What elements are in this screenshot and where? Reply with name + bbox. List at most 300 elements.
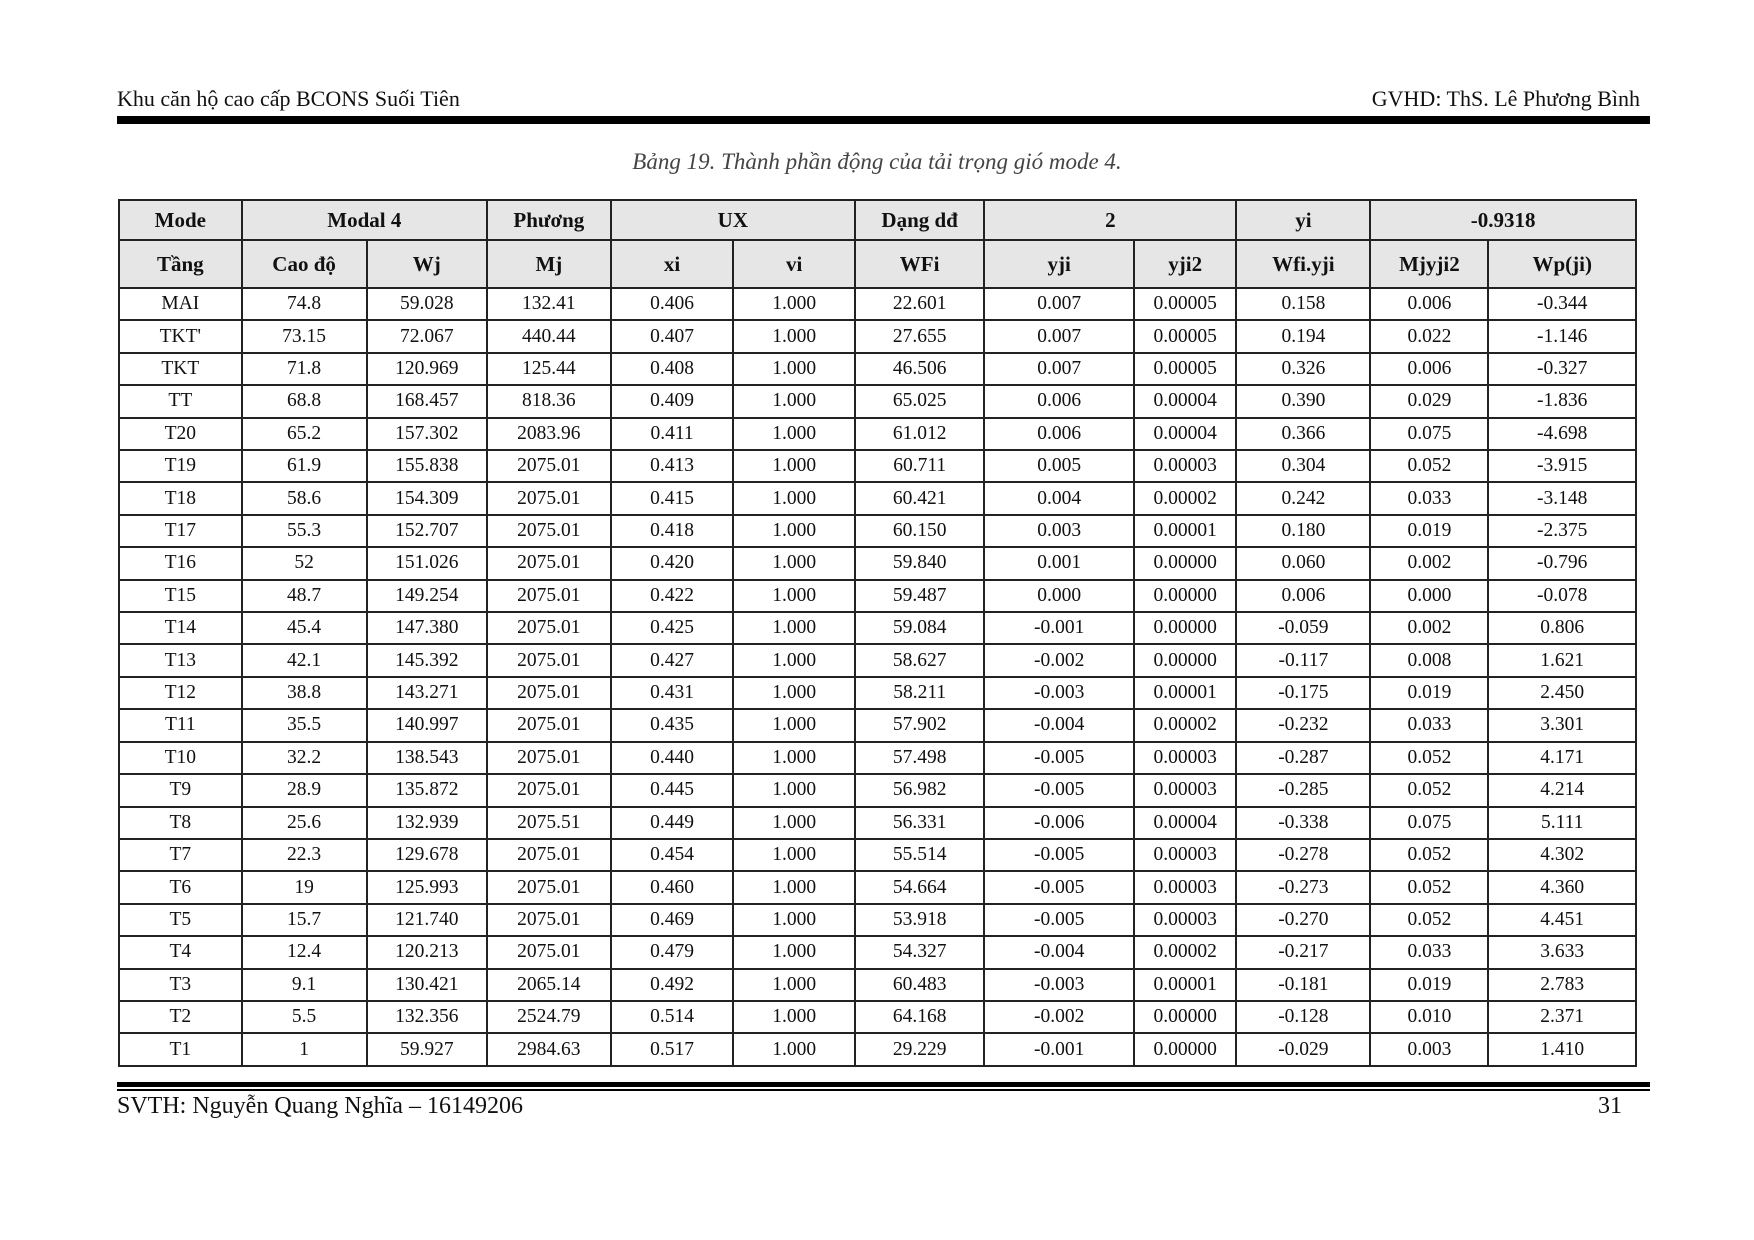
table-cell: 0.006 bbox=[1370, 288, 1488, 320]
table-cell: 56.331 bbox=[855, 807, 984, 839]
table-cell: 42.1 bbox=[242, 644, 367, 676]
table-cell: -0.175 bbox=[1236, 677, 1370, 709]
table-cell: T14 bbox=[119, 612, 242, 644]
table-cell: 0.006 bbox=[984, 418, 1134, 450]
table-cell: 1.000 bbox=[733, 353, 855, 385]
column-header: Mjyji2 bbox=[1370, 240, 1488, 288]
table-cell: 0.00005 bbox=[1134, 288, 1236, 320]
table-cell: 0.000 bbox=[984, 580, 1134, 612]
table-cell: 57.902 bbox=[855, 709, 984, 741]
table-cell: 0.00003 bbox=[1134, 839, 1236, 871]
table-cell: TKT bbox=[119, 353, 242, 385]
table-cell: 2984.63 bbox=[487, 1033, 611, 1066]
table-cell: 25.6 bbox=[242, 807, 367, 839]
table-cell: 0.052 bbox=[1370, 839, 1488, 871]
table-row bbox=[119, 450, 1636, 482]
table-cell: 60.483 bbox=[855, 969, 984, 1001]
table-cell: T15 bbox=[119, 580, 242, 612]
table-cell: 0.008 bbox=[1370, 644, 1488, 676]
table-cell: 0.242 bbox=[1236, 482, 1370, 514]
table-row bbox=[119, 904, 1636, 936]
table-cell: 132.939 bbox=[367, 807, 487, 839]
table-cell: 132.356 bbox=[367, 1001, 487, 1033]
table-cell: 0.004 bbox=[984, 482, 1134, 514]
table-cell: 55.3 bbox=[242, 515, 367, 547]
page-footer bbox=[117, 1093, 1622, 1125]
table-cell: 0.00003 bbox=[1134, 904, 1236, 936]
table-cell: 0.075 bbox=[1370, 418, 1488, 450]
table-cell: 2075.01 bbox=[487, 936, 611, 968]
table-cell: 68.8 bbox=[242, 385, 367, 417]
header-cell: UX bbox=[611, 200, 855, 240]
table-cell: 53.918 bbox=[855, 904, 984, 936]
table-row bbox=[119, 482, 1636, 514]
header-row-1 bbox=[119, 200, 1636, 240]
table-cell: 0.00003 bbox=[1134, 774, 1236, 806]
column-header: Wp(ji) bbox=[1488, 240, 1636, 288]
footer-rule-thick bbox=[117, 1082, 1650, 1087]
table-row bbox=[119, 353, 1636, 385]
table-cell: 0.408 bbox=[611, 353, 734, 385]
table-cell: 125.993 bbox=[367, 871, 487, 903]
table-cell: 0.454 bbox=[611, 839, 734, 871]
table-cell: 2075.01 bbox=[487, 709, 611, 741]
table-cell: 0.00005 bbox=[1134, 320, 1236, 352]
table-cell: 0.304 bbox=[1236, 450, 1370, 482]
table-cell: -0.278 bbox=[1236, 839, 1370, 871]
table-caption: Bảng 19. Thành phần động của tải trọng gió mode 4. bbox=[632, 149, 1122, 174]
table-row bbox=[119, 936, 1636, 968]
table-cell: -0.005 bbox=[984, 742, 1134, 774]
table-cell: 120.969 bbox=[367, 353, 487, 385]
column-header: Cao độ bbox=[242, 240, 367, 288]
table-cell: 59.084 bbox=[855, 612, 984, 644]
table-cell: 0.033 bbox=[1370, 936, 1488, 968]
table-row bbox=[119, 1001, 1636, 1033]
table-row bbox=[119, 612, 1636, 644]
table-cell: 2075.01 bbox=[487, 580, 611, 612]
table-cell: 0.180 bbox=[1236, 515, 1370, 547]
table-cell: 440.44 bbox=[487, 320, 611, 352]
table-cell: 54.664 bbox=[855, 871, 984, 903]
table-cell: 0.407 bbox=[611, 320, 734, 352]
table-cell: 0.409 bbox=[611, 385, 734, 417]
table-cell: 0.420 bbox=[611, 547, 734, 579]
table-cell: 19 bbox=[242, 871, 367, 903]
table-cell: 130.421 bbox=[367, 969, 487, 1001]
table-cell: 72.067 bbox=[367, 320, 487, 352]
table-cell: 149.254 bbox=[367, 580, 487, 612]
table-cell: T18 bbox=[119, 482, 242, 514]
table-cell: 0.052 bbox=[1370, 742, 1488, 774]
table-cell: -0.001 bbox=[984, 1033, 1134, 1066]
table-cell: 0.435 bbox=[611, 709, 734, 741]
table-cell: 157.302 bbox=[367, 418, 487, 450]
wind-load-table bbox=[118, 199, 1637, 1067]
table-cell: 0.00000 bbox=[1134, 547, 1236, 579]
header-cell: Dạng dđ bbox=[855, 200, 984, 240]
table-cell: -0.003 bbox=[984, 969, 1134, 1001]
table-cell: 59.487 bbox=[855, 580, 984, 612]
table-cell: 71.8 bbox=[242, 353, 367, 385]
table-cell: 2065.14 bbox=[487, 969, 611, 1001]
table-cell: 1.000 bbox=[733, 418, 855, 450]
table-cell: 60.711 bbox=[855, 450, 984, 482]
table-cell: 65.2 bbox=[242, 418, 367, 450]
table-cell: 61.012 bbox=[855, 418, 984, 450]
table-cell: -3.915 bbox=[1488, 450, 1636, 482]
table-cell: -0.232 bbox=[1236, 709, 1370, 741]
table-cell: 0.517 bbox=[611, 1033, 734, 1066]
table-cell: 0.413 bbox=[611, 450, 734, 482]
table-cell: -3.148 bbox=[1488, 482, 1636, 514]
table-cell: 1.410 bbox=[1488, 1033, 1636, 1066]
table-cell: -4.698 bbox=[1488, 418, 1636, 450]
table-cell: 145.392 bbox=[367, 644, 487, 676]
table-cell: T7 bbox=[119, 839, 242, 871]
table-cell: 1.000 bbox=[733, 450, 855, 482]
table-cell: 1.621 bbox=[1488, 644, 1636, 676]
table-row bbox=[119, 385, 1636, 417]
table-cell: 2083.96 bbox=[487, 418, 611, 450]
table-cell: 1.000 bbox=[733, 839, 855, 871]
table-cell: 0.006 bbox=[984, 385, 1134, 417]
table-cell: 168.457 bbox=[367, 385, 487, 417]
table-cell: 60.421 bbox=[855, 482, 984, 514]
header-cell: -0.9318 bbox=[1370, 200, 1636, 240]
table-cell: 61.9 bbox=[242, 450, 367, 482]
table-cell: 2075.01 bbox=[487, 644, 611, 676]
table-cell: 2075.01 bbox=[487, 450, 611, 482]
table-cell: 0.002 bbox=[1370, 612, 1488, 644]
table-cell: 0.006 bbox=[1236, 580, 1370, 612]
table-cell: T16 bbox=[119, 547, 242, 579]
column-header: Tầng bbox=[119, 240, 242, 288]
table-cell: 1.000 bbox=[733, 807, 855, 839]
table-cell: 0.158 bbox=[1236, 288, 1370, 320]
table-cell: 0.005 bbox=[984, 450, 1134, 482]
table-cell: 818.36 bbox=[487, 385, 611, 417]
table-cell: 0.052 bbox=[1370, 774, 1488, 806]
table-cell: -0.344 bbox=[1488, 288, 1636, 320]
table-cell: 0.418 bbox=[611, 515, 734, 547]
table-cell: 0.00000 bbox=[1134, 1033, 1236, 1066]
table-cell: 5.5 bbox=[242, 1001, 367, 1033]
table-cell: 121.740 bbox=[367, 904, 487, 936]
table-cell: 0.366 bbox=[1236, 418, 1370, 450]
header-cell: Modal 4 bbox=[242, 200, 487, 240]
table-cell: 0.033 bbox=[1370, 709, 1488, 741]
table-cell: 2075.51 bbox=[487, 807, 611, 839]
table-cell: -0.287 bbox=[1236, 742, 1370, 774]
table-cell: T17 bbox=[119, 515, 242, 547]
table-cell: 1.000 bbox=[733, 515, 855, 547]
table-cell: T5 bbox=[119, 904, 242, 936]
table-cell: 38.8 bbox=[242, 677, 367, 709]
table-cell: 143.271 bbox=[367, 677, 487, 709]
table-cell: 0.000 bbox=[1370, 580, 1488, 612]
table-cell: 151.026 bbox=[367, 547, 487, 579]
table-row bbox=[119, 709, 1636, 741]
table-cell: 2075.01 bbox=[487, 839, 611, 871]
table-row bbox=[119, 288, 1636, 320]
table-cell: -0.004 bbox=[984, 936, 1134, 968]
table-cell: 0.449 bbox=[611, 807, 734, 839]
table-cell: 0.00004 bbox=[1134, 807, 1236, 839]
table-cell: 1.000 bbox=[733, 904, 855, 936]
table-body bbox=[119, 288, 1636, 1066]
header-row-2 bbox=[119, 240, 1636, 288]
table-cell: 0.001 bbox=[984, 547, 1134, 579]
table-cell: 0.019 bbox=[1370, 515, 1488, 547]
table-cell: 0.00001 bbox=[1134, 969, 1236, 1001]
table-cell: 0.806 bbox=[1488, 612, 1636, 644]
table-cell: 46.506 bbox=[855, 353, 984, 385]
table-cell: 12.4 bbox=[242, 936, 367, 968]
table-cell: -0.002 bbox=[984, 1001, 1134, 1033]
table-cell: 2075.01 bbox=[487, 515, 611, 547]
table-cell: 155.838 bbox=[367, 450, 487, 482]
table-cell: 2.783 bbox=[1488, 969, 1636, 1001]
table-cell: 58.627 bbox=[855, 644, 984, 676]
table-cell: 2075.01 bbox=[487, 677, 611, 709]
table-cell: 1.000 bbox=[733, 1001, 855, 1033]
table-cell: 0.492 bbox=[611, 969, 734, 1001]
column-header: vi bbox=[733, 240, 855, 288]
table-cell: 1.000 bbox=[733, 612, 855, 644]
table-cell: T19 bbox=[119, 450, 242, 482]
table-cell: T20 bbox=[119, 418, 242, 450]
table-cell: 58.6 bbox=[242, 482, 367, 514]
table-cell: 2075.01 bbox=[487, 547, 611, 579]
table-cell: 0.052 bbox=[1370, 450, 1488, 482]
table-cell: 0.00003 bbox=[1134, 742, 1236, 774]
table-cell: 60.150 bbox=[855, 515, 984, 547]
table-cell: T9 bbox=[119, 774, 242, 806]
table-cell: 59.927 bbox=[367, 1033, 487, 1066]
table-cell: 0.326 bbox=[1236, 353, 1370, 385]
table-cell: 0.00000 bbox=[1134, 612, 1236, 644]
table-cell: 0.00003 bbox=[1134, 871, 1236, 903]
table-cell: 120.213 bbox=[367, 936, 487, 968]
table-cell: MAI bbox=[119, 288, 242, 320]
table-cell: 27.655 bbox=[855, 320, 984, 352]
table-cell: 1.000 bbox=[733, 644, 855, 676]
table-cell: -0.059 bbox=[1236, 612, 1370, 644]
table-cell: -0.005 bbox=[984, 839, 1134, 871]
table-cell: 3.301 bbox=[1488, 709, 1636, 741]
table-cell: 132.41 bbox=[487, 288, 611, 320]
table-cell: TT bbox=[119, 385, 242, 417]
table-cell: 147.380 bbox=[367, 612, 487, 644]
table-row bbox=[119, 418, 1636, 450]
table-cell: T4 bbox=[119, 936, 242, 968]
column-header: yji bbox=[984, 240, 1134, 288]
table-cell: 59.028 bbox=[367, 288, 487, 320]
table-cell: 28.9 bbox=[242, 774, 367, 806]
table-cell: 138.543 bbox=[367, 742, 487, 774]
table-cell: 57.498 bbox=[855, 742, 984, 774]
table-cell: 0.007 bbox=[984, 353, 1134, 385]
table-cell: 55.514 bbox=[855, 839, 984, 871]
table-cell: 56.982 bbox=[855, 774, 984, 806]
table-row bbox=[119, 839, 1636, 871]
table-cell: 0.427 bbox=[611, 644, 734, 676]
table-cell: 0.514 bbox=[611, 1001, 734, 1033]
table-cell: 58.211 bbox=[855, 677, 984, 709]
table-cell: 1.000 bbox=[733, 580, 855, 612]
table-cell: T3 bbox=[119, 969, 242, 1001]
table-cell: 3.633 bbox=[1488, 936, 1636, 968]
table-cell: 4.171 bbox=[1488, 742, 1636, 774]
table-cell: -0.128 bbox=[1236, 1001, 1370, 1033]
table-cell: 5.111 bbox=[1488, 807, 1636, 839]
table-cell: -0.217 bbox=[1236, 936, 1370, 968]
table-cell: 15.7 bbox=[242, 904, 367, 936]
table-cell: 2075.01 bbox=[487, 482, 611, 514]
table-cell: 0.194 bbox=[1236, 320, 1370, 352]
page-number: 31 bbox=[1598, 1093, 1622, 1119]
table-cell: 0.007 bbox=[984, 288, 1134, 320]
table-cell: 2.371 bbox=[1488, 1001, 1636, 1033]
table-cell: 2524.79 bbox=[487, 1001, 611, 1033]
table-cell: -0.270 bbox=[1236, 904, 1370, 936]
table-cell: 0.002 bbox=[1370, 547, 1488, 579]
table-cell: 0.00003 bbox=[1134, 450, 1236, 482]
column-header: Wfi.yji bbox=[1236, 240, 1370, 288]
table-cell: 1.000 bbox=[733, 677, 855, 709]
table-cell: 0.440 bbox=[611, 742, 734, 774]
table-cell: 135.872 bbox=[367, 774, 487, 806]
table-cell: 0.029 bbox=[1370, 385, 1488, 417]
table-cell: 0.019 bbox=[1370, 677, 1488, 709]
table-cell: 154.309 bbox=[367, 482, 487, 514]
table-cell: -0.338 bbox=[1236, 807, 1370, 839]
table-cell: 0.00000 bbox=[1134, 644, 1236, 676]
table-cell: 0.00000 bbox=[1134, 1001, 1236, 1033]
table-cell: 2075.01 bbox=[487, 871, 611, 903]
table-cell: 0.415 bbox=[611, 482, 734, 514]
table-cell: -0.029 bbox=[1236, 1033, 1370, 1066]
table-cell: 2075.01 bbox=[487, 774, 611, 806]
table-cell: -0.005 bbox=[984, 904, 1134, 936]
table-cell: 0.00000 bbox=[1134, 580, 1236, 612]
table-cell: 0.022 bbox=[1370, 320, 1488, 352]
page-header bbox=[117, 86, 1640, 116]
table-cell: -0.006 bbox=[984, 807, 1134, 839]
column-header: WFi bbox=[855, 240, 984, 288]
table-cell: 22.601 bbox=[855, 288, 984, 320]
table-cell: 0.460 bbox=[611, 871, 734, 903]
header-cell: yi bbox=[1236, 200, 1370, 240]
header-cell: 2 bbox=[984, 200, 1236, 240]
table-cell: T8 bbox=[119, 807, 242, 839]
table-cell: 1.000 bbox=[733, 1033, 855, 1066]
table-row bbox=[119, 320, 1636, 352]
table-row bbox=[119, 871, 1636, 903]
table-cell: 2075.01 bbox=[487, 742, 611, 774]
table-cell: 129.678 bbox=[367, 839, 487, 871]
table-cell: 140.997 bbox=[367, 709, 487, 741]
table-cell: 2075.01 bbox=[487, 612, 611, 644]
table-cell: 0.469 bbox=[611, 904, 734, 936]
table-cell: 0.00001 bbox=[1134, 515, 1236, 547]
table-cell: 152.707 bbox=[367, 515, 487, 547]
table-cell: TKT' bbox=[119, 320, 242, 352]
table-cell: 0.00004 bbox=[1134, 418, 1236, 450]
table-cell: 0.052 bbox=[1370, 904, 1488, 936]
table-cell: -0.005 bbox=[984, 774, 1134, 806]
column-header: Mj bbox=[487, 240, 611, 288]
table-cell: -1.836 bbox=[1488, 385, 1636, 417]
table-cell: -0.181 bbox=[1236, 969, 1370, 1001]
student-name: SVTH: Nguyễn Quang Nghĩa – 16149206 bbox=[117, 1093, 523, 1119]
table-cell: 0.406 bbox=[611, 288, 734, 320]
table-cell: -0.003 bbox=[984, 677, 1134, 709]
table-cell: 0.425 bbox=[611, 612, 734, 644]
table-row bbox=[119, 580, 1636, 612]
table-cell: -0.001 bbox=[984, 612, 1134, 644]
table-cell: 48.7 bbox=[242, 580, 367, 612]
table-cell: 32.2 bbox=[242, 742, 367, 774]
table-row bbox=[119, 742, 1636, 774]
table-cell: 0.00001 bbox=[1134, 677, 1236, 709]
table-cell: -0.117 bbox=[1236, 644, 1370, 676]
table-cell: 9.1 bbox=[242, 969, 367, 1001]
table-row bbox=[119, 1033, 1636, 1066]
table-cell: 59.840 bbox=[855, 547, 984, 579]
table-cell: 0.445 bbox=[611, 774, 734, 806]
table-cell: 2.450 bbox=[1488, 677, 1636, 709]
table-cell: 74.8 bbox=[242, 288, 367, 320]
table-cell: 4.360 bbox=[1488, 871, 1636, 903]
table-cell: 64.168 bbox=[855, 1001, 984, 1033]
table-cell: 1.000 bbox=[733, 936, 855, 968]
table-row bbox=[119, 644, 1636, 676]
table-cell: -0.005 bbox=[984, 871, 1134, 903]
table-cell: 1.000 bbox=[733, 320, 855, 352]
column-header: xi bbox=[611, 240, 734, 288]
table-cell: -0.327 bbox=[1488, 353, 1636, 385]
table-row bbox=[119, 547, 1636, 579]
project-title: Khu căn hộ cao cấp BCONS Suối Tiên bbox=[117, 86, 460, 111]
table-cell: 0.411 bbox=[611, 418, 734, 450]
table-cell: 0.010 bbox=[1370, 1001, 1488, 1033]
table-cell: 1.000 bbox=[733, 871, 855, 903]
table-cell: -0.285 bbox=[1236, 774, 1370, 806]
table-cell: -0.004 bbox=[984, 709, 1134, 741]
table-cell: 22.3 bbox=[242, 839, 367, 871]
table-cell: -0.273 bbox=[1236, 871, 1370, 903]
table-cell: 0.00005 bbox=[1134, 353, 1236, 385]
table-cell: 35.5 bbox=[242, 709, 367, 741]
table-row bbox=[119, 515, 1636, 547]
table-cell: 45.4 bbox=[242, 612, 367, 644]
table-cell: 4.214 bbox=[1488, 774, 1636, 806]
table-cell: 1.000 bbox=[733, 385, 855, 417]
table-cell: 0.00002 bbox=[1134, 709, 1236, 741]
table-cell: 1.000 bbox=[733, 288, 855, 320]
table-cell: 0.003 bbox=[1370, 1033, 1488, 1066]
table-cell: 1.000 bbox=[733, 547, 855, 579]
table-cell: 0.00002 bbox=[1134, 482, 1236, 514]
table-cell: 1.000 bbox=[733, 774, 855, 806]
table-cell: 4.302 bbox=[1488, 839, 1636, 871]
table-cell: 29.229 bbox=[855, 1033, 984, 1066]
table-cell: 73.15 bbox=[242, 320, 367, 352]
table-cell: 125.44 bbox=[487, 353, 611, 385]
table-cell: -0.796 bbox=[1488, 547, 1636, 579]
